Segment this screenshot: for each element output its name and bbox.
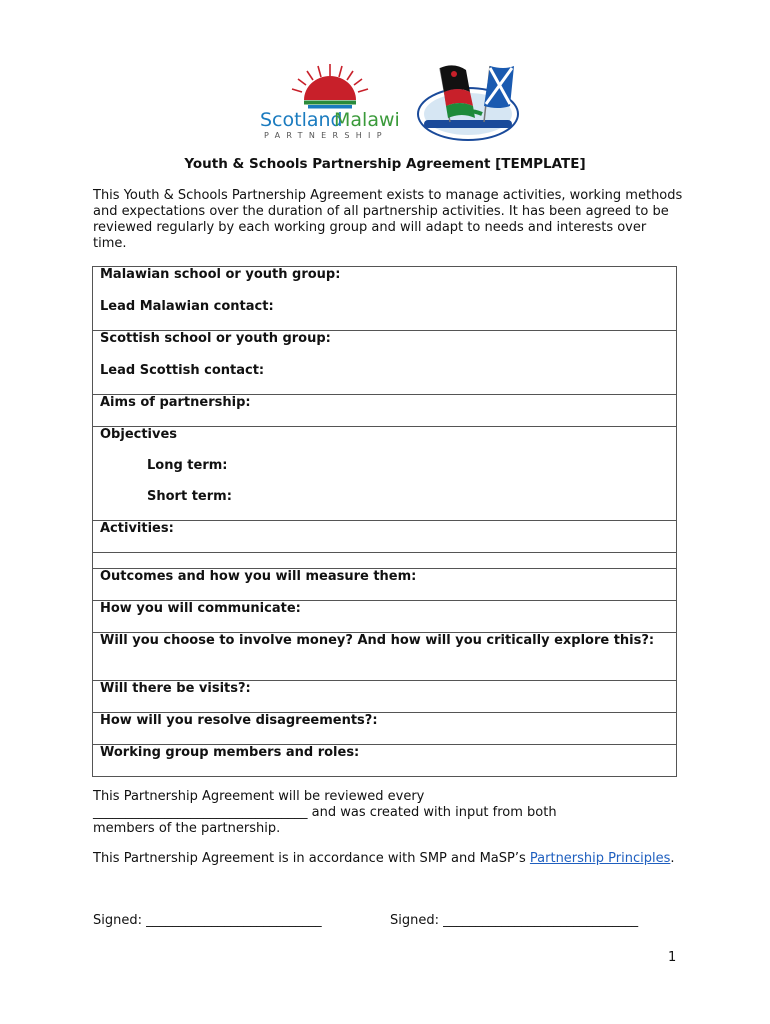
scottish-group-label: Scottish school or youth group: (100, 331, 331, 346)
aims-label: Aims of partnership: (100, 395, 251, 410)
partnership-principles-link[interactable]: Partnership Principles (529, 851, 671, 866)
logo-scotland-text: Scotland (260, 109, 343, 131)
table-row (93, 681, 677, 713)
communicate-label: How you will communicate: (100, 601, 301, 616)
header-logos (258, 62, 528, 142)
money-cell[interactable] (93, 633, 677, 681)
objectives-label: Objectives (100, 427, 178, 442)
members-cell[interactable] (93, 745, 677, 777)
principles-period: . (670, 851, 675, 866)
review-paragraph (93, 789, 683, 837)
principles-paragraph (93, 851, 683, 867)
activities-label: Activities: (100, 521, 174, 536)
table-row (93, 267, 677, 331)
short-term-label: Short term: (147, 489, 232, 504)
table-row (93, 601, 677, 633)
page-number: 1 (668, 950, 677, 965)
blank-cell[interactable] (93, 553, 677, 569)
long-term-label: Long term: (147, 458, 228, 473)
malawi-scotland-crest-icon (410, 62, 526, 142)
disagreements-label: How will you resolve disagreements?: (100, 713, 378, 728)
review-line-1: This Partnership Agreement will be reviewed every (93, 789, 425, 804)
disagreements-cell[interactable] (93, 713, 677, 745)
document-title: Youth & Schools Partnership Agreement [TEMPLATE] (184, 156, 586, 172)
review-line-3: members of the partnership. (93, 821, 281, 836)
scottish-contact-label: Lead Scottish contact: (100, 363, 265, 378)
intro-paragraph: This Youth & Schools Partnership Agreement exists to manage activities, working methods and expectations over the duration of all partnership activities. It has been agreed to be reviewed regularly by each working group and will adapt to needs and interests over time. (93, 188, 683, 251)
table-row (93, 745, 677, 777)
table-row (93, 569, 677, 601)
table-row (93, 395, 677, 427)
malawian-group-cell[interactable] (93, 267, 677, 331)
table-row (93, 553, 677, 569)
logo-malawi-text: Malawi (334, 109, 400, 131)
agreement-table (92, 266, 677, 777)
scottish-group-cell[interactable] (93, 331, 677, 395)
members-label: Working group members and roles: (100, 745, 360, 760)
money-label: Will you choose to involve money? And how will you critically explore this?: (100, 633, 655, 648)
signature-right[interactable]: Signed: ______________________________ (390, 913, 639, 928)
outcomes-cell[interactable] (93, 569, 677, 601)
principles-text: This Partnership Agreement is in accordance with SMP and MaSP’s (93, 851, 530, 866)
table-row (93, 427, 677, 521)
outcomes-label: Outcomes and how you will measure them: (100, 569, 417, 584)
visits-label: Will there be visits?: (100, 681, 251, 696)
scotland-malawi-partnership-logo (258, 62, 403, 140)
table-row (93, 633, 677, 681)
malawian-contact-label: Lead Malawian contact: (100, 299, 274, 314)
table-row (93, 521, 677, 553)
signature-left[interactable]: Signed: ___________________________ (93, 913, 322, 928)
communicate-cell[interactable] (93, 601, 677, 633)
aims-cell[interactable] (93, 395, 677, 427)
malawian-group-label: Malawian school or youth group: (100, 267, 341, 282)
table-row (93, 331, 677, 395)
table-row (93, 713, 677, 745)
visits-cell[interactable] (93, 681, 677, 713)
objectives-cell[interactable] (93, 427, 677, 521)
activities-cell[interactable] (93, 521, 677, 553)
review-line-2: _________________________________ and was created with input from both (93, 805, 557, 820)
logo-partnership-text: PARTNERSHIP (264, 131, 388, 140)
